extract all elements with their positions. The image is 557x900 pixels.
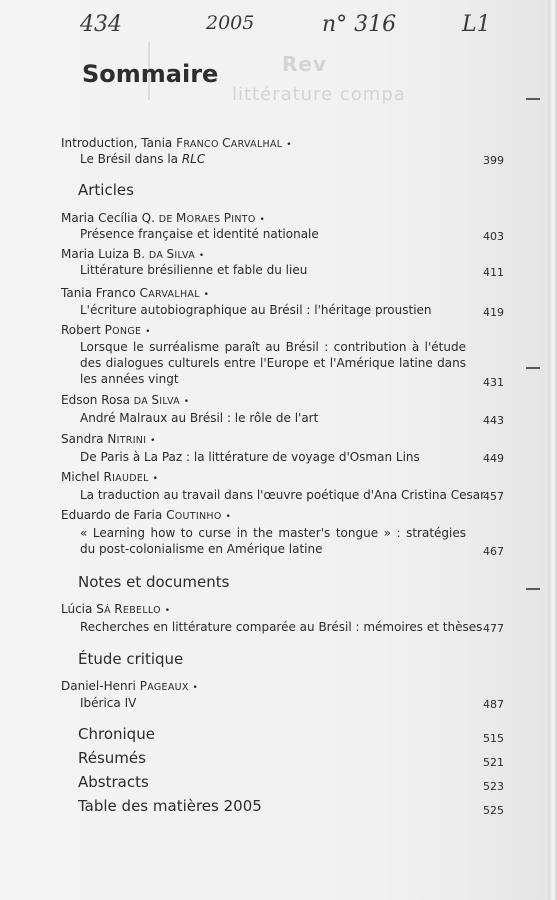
entry-page: 443 [483, 414, 504, 427]
entry-page: 419 [483, 306, 504, 319]
author-last: DE MORAES PINTO [158, 211, 256, 225]
section-abstracts: Abstracts [78, 773, 149, 791]
entry-author [0, 469, 557, 487]
author-first: Maria Luiza B. [61, 247, 146, 261]
bullet: • [183, 397, 190, 407]
author-first: Robert [61, 323, 101, 337]
edge-mark [526, 588, 540, 590]
entry-author [0, 601, 557, 619]
author-last: DA SILVA [148, 247, 196, 261]
section-articles: Articles [78, 181, 134, 199]
page-edge [548, 0, 557, 900]
author-first: Maria Cecília Q. [61, 211, 155, 225]
author-last: NITRINI [107, 432, 147, 446]
section-etude: Étude critique [78, 650, 184, 668]
section-table: Table des matières 2005 [78, 797, 262, 815]
entry-title: L'écriture autobiographique au Brésil : l'héritage proustien [80, 303, 432, 317]
author-last: CARVALHAL [139, 286, 200, 300]
author-last: SÁ REBELLO [96, 602, 161, 616]
entry-title: Recherches en littérature comparée au Brésil : mémoires et thèses [80, 620, 483, 634]
handwritten-number: n° 316 [322, 12, 397, 37]
bullet: • [259, 215, 265, 225]
show-through-title: Rev [282, 52, 328, 76]
abstracts-page: 523 [483, 780, 504, 793]
bullet: • [192, 683, 198, 693]
entry-title: La traduction au travail dans l'œuvre poétique d'Ana Cristina Cesar [80, 488, 486, 502]
handwritten-year: 2005 [206, 12, 255, 34]
handwritten-code: L1 [462, 12, 491, 37]
entry-page: 457 [483, 490, 504, 503]
handwritten-ref: 434 [80, 12, 122, 37]
bullet: • [150, 436, 156, 446]
intro-page: 399 [483, 154, 504, 167]
author-first: Eduardo de Faria [61, 508, 163, 522]
entry-page: 411 [483, 266, 504, 279]
author-first: Sandra [61, 432, 104, 446]
edge-mark [526, 367, 540, 369]
author-first: Lúcia [61, 602, 93, 616]
author-first: Edson Rosa [61, 393, 130, 407]
section-notes: Notes et documents [78, 573, 230, 591]
entry-title: De Paris à La Paz : la littérature de voyage d'Osman Lins [80, 450, 420, 464]
entry-page: 477 [483, 622, 504, 635]
resumes-page: 521 [483, 756, 504, 769]
bullet: • [152, 474, 158, 484]
section-chronique: Chronique [78, 725, 155, 743]
intro-author: FRANCO CARVALHAL [176, 136, 283, 150]
entry-title: « Learning how to curse in the master's tongue » : stratégies du post-colonialisme en Amérique latine [80, 526, 466, 556]
page-title: Sommaire [82, 60, 219, 88]
entry-page: 431 [483, 376, 504, 389]
intro-title-rlc: RLC [181, 152, 206, 166]
bullet: • [164, 606, 171, 616]
intro-prefix: Introduction, Tania [61, 136, 173, 150]
table-page: 525 [483, 804, 504, 817]
author-last: RIAUDEL [103, 470, 149, 484]
author-last: PONGE [104, 323, 142, 337]
entry-title: André Malraux au Brésil : le rôle de l'art [80, 411, 319, 425]
author-last: COUTINHO [166, 508, 222, 522]
entry-author [0, 392, 557, 410]
entry-page: 467 [483, 545, 504, 558]
entry-author [0, 431, 557, 449]
entry-title: Présence française et identité nationale [80, 227, 319, 241]
bullet: • [225, 512, 231, 522]
entry-page: 487 [483, 698, 504, 711]
entry-author [0, 678, 557, 696]
section-resumes: Résumés [78, 749, 146, 767]
author-last: DA SILVA [133, 393, 180, 407]
author-first: Tania Franco [61, 286, 136, 300]
entry-page: 449 [483, 452, 504, 465]
show-through-subtitle: littérature compa [232, 84, 406, 105]
bullet: • [198, 251, 205, 261]
entry-author [0, 285, 557, 303]
entry-author [0, 322, 557, 340]
entry-author [0, 507, 557, 525]
bullet: • [203, 290, 209, 300]
intro-title: Le Brésil dans la [80, 152, 182, 166]
entry-page: 403 [483, 230, 504, 243]
edge-mark [526, 98, 540, 100]
author-first: Daniel-Henri [61, 679, 136, 693]
entry-title: Littérature brésilienne et fable du lieu [80, 263, 308, 277]
entry-title: Ibérica IV [80, 696, 137, 710]
intro-title-line [0, 151, 557, 167]
bullet: • [145, 327, 151, 337]
bullet: • [286, 140, 292, 150]
chronique-page: 515 [483, 732, 504, 745]
author-first: Michel [61, 470, 100, 484]
author-last: PAGEAUX [139, 679, 189, 693]
entry-title: Lorsque le surréalisme paraît au Brésil : contribution à l'étude des dialogues culturels entre l'Europe et l'Amérique latine dans les années vingt [80, 340, 466, 386]
